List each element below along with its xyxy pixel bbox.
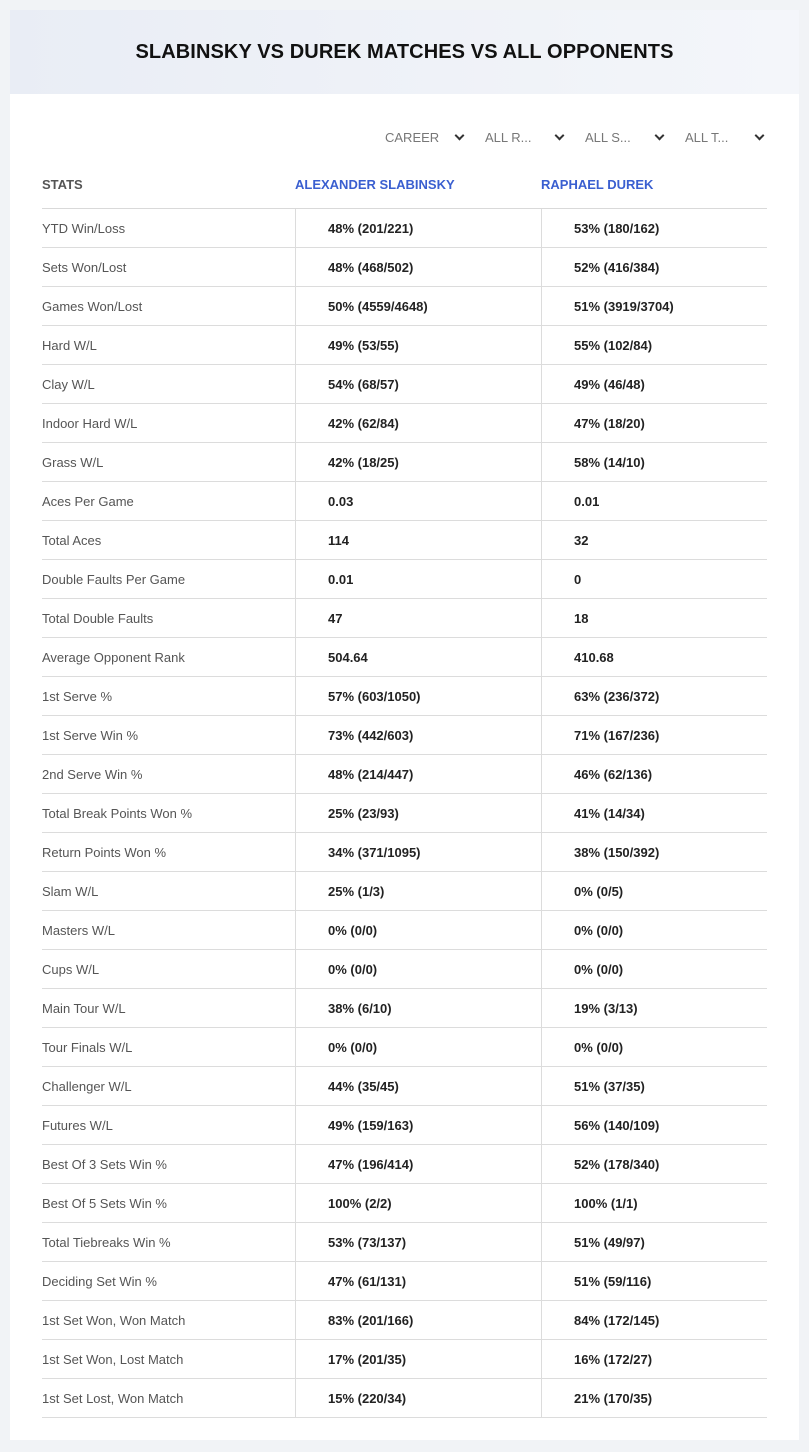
player1-value-cell: 83% (201/166) xyxy=(295,1301,541,1339)
stat-label-cell: Total Break Points Won % xyxy=(42,805,193,821)
table-row xyxy=(42,560,767,599)
player2-value-cell: 32 xyxy=(541,521,767,559)
player2-value-cell: 21% (170/35) xyxy=(541,1379,767,1417)
chevron-down-icon xyxy=(455,130,465,140)
player2-column-header[interactable]: RAPHAEL DUREK xyxy=(541,176,654,192)
player2-value-cell: 51% (3919/3704) xyxy=(541,287,767,325)
stat-label-cell: Best Of 5 Sets Win % xyxy=(42,1195,167,1211)
page-title: SLABINSKY VS DUREK MATCHES VS ALL OPPONENTS xyxy=(135,40,674,63)
table-row xyxy=(42,1262,767,1301)
table-row xyxy=(42,1106,767,1145)
stat-label-cell: Slam W/L xyxy=(42,883,99,899)
player1-value-cell: 47 xyxy=(295,599,541,637)
player2-value-cell: 52% (416/384) xyxy=(541,248,767,286)
table-row xyxy=(42,1301,767,1340)
tournament-dropdown-label: ALL T... xyxy=(685,129,729,145)
player2-value-cell: 71% (167/236) xyxy=(541,716,767,754)
player2-value-cell: 56% (140/109) xyxy=(541,1106,767,1144)
table-row xyxy=(42,677,767,716)
player2-value-cell: 16% (172/27) xyxy=(541,1340,767,1378)
table-row xyxy=(42,872,767,911)
table-row xyxy=(42,1223,767,1262)
player1-value-cell: 0% (0/0) xyxy=(295,1028,541,1066)
stat-label-cell: Average Opponent Rank xyxy=(42,649,185,665)
player1-value-cell: 44% (35/45) xyxy=(295,1067,541,1105)
chevron-down-icon xyxy=(555,130,565,140)
player1-value-cell: 48% (201/221) xyxy=(295,209,541,247)
table-row xyxy=(42,287,767,326)
player1-value-cell: 42% (18/25) xyxy=(295,443,541,481)
stat-label-cell: Total Tiebreaks Win % xyxy=(42,1234,171,1250)
player1-value-cell: 0% (0/0) xyxy=(295,950,541,988)
round-dropdown-label: ALL R... xyxy=(485,129,532,145)
stat-label-cell: Aces Per Game xyxy=(42,493,134,509)
player1-value-cell: 42% (62/84) xyxy=(295,404,541,442)
player2-value-cell: 410.68 xyxy=(541,638,767,676)
table-row xyxy=(42,794,767,833)
stat-label-cell: Games Won/Lost xyxy=(42,298,143,314)
stat-label-cell: 1st Serve % xyxy=(42,688,113,704)
stat-label-cell: Challenger W/L xyxy=(42,1078,132,1094)
player1-value-cell: 49% (53/55) xyxy=(295,326,541,364)
stat-label-cell: Masters W/L xyxy=(42,922,115,938)
card-header xyxy=(10,10,799,94)
stats-card xyxy=(10,10,799,1440)
table-row xyxy=(42,1379,767,1418)
stats-column-header: STATS xyxy=(42,176,83,192)
stat-label-cell: Double Faults Per Game xyxy=(42,571,186,587)
player1-value-cell: 49% (159/163) xyxy=(295,1106,541,1144)
stat-label-cell: Indoor Hard W/L xyxy=(42,415,138,431)
table-row xyxy=(42,911,767,950)
stats-table xyxy=(42,160,767,1418)
player2-value-cell: 46% (62/136) xyxy=(541,755,767,793)
table-row xyxy=(42,209,767,248)
period-dropdown[interactable] xyxy=(365,126,465,148)
player2-value-cell: 55% (102/84) xyxy=(541,326,767,364)
player1-value-cell: 73% (442/603) xyxy=(295,716,541,754)
player1-value-cell: 0% (0/0) xyxy=(295,911,541,949)
table-row xyxy=(42,1184,767,1223)
player2-value-cell: 0% (0/5) xyxy=(541,872,767,910)
player1-value-cell: 15% (220/34) xyxy=(295,1379,541,1417)
table-row xyxy=(42,950,767,989)
stat-label-cell: Total Double Faults xyxy=(42,610,154,626)
player1-value-cell: 48% (214/447) xyxy=(295,755,541,793)
surface-dropdown-label: ALL S... xyxy=(585,129,631,145)
table-row xyxy=(42,404,767,443)
player2-value-cell: 0% (0/0) xyxy=(541,1028,767,1066)
player1-value-cell: 47% (196/414) xyxy=(295,1145,541,1183)
player1-value-cell: 114 xyxy=(295,521,541,559)
stat-label-cell: Main Tour W/L xyxy=(42,1000,126,1016)
player1-value-cell: 17% (201/35) xyxy=(295,1340,541,1378)
player1-value-cell: 47% (61/131) xyxy=(295,1262,541,1300)
stat-label-cell: Deciding Set Win % xyxy=(42,1273,157,1289)
table-row xyxy=(42,248,767,287)
stat-label-cell: Best Of 3 Sets Win % xyxy=(42,1156,167,1172)
player2-value-cell: 51% (59/116) xyxy=(541,1262,767,1300)
player2-value-cell: 53% (180/162) xyxy=(541,209,767,247)
stat-label-cell: Total Aces xyxy=(42,532,102,548)
player1-value-cell: 34% (371/1095) xyxy=(295,833,541,871)
stat-label-cell: Hard W/L xyxy=(42,337,97,353)
player1-value-cell: 100% (2/2) xyxy=(295,1184,541,1222)
table-row xyxy=(42,599,767,638)
player1-value-cell: 0.01 xyxy=(295,560,541,598)
player2-value-cell: 49% (46/48) xyxy=(541,365,767,403)
player2-value-cell: 0% (0/0) xyxy=(541,911,767,949)
table-header xyxy=(42,160,767,209)
table-row xyxy=(42,1145,767,1184)
player1-value-cell: 25% (1/3) xyxy=(295,872,541,910)
player2-value-cell: 84% (172/145) xyxy=(541,1301,767,1339)
stat-label-cell: 1st Serve Win % xyxy=(42,727,139,743)
table-row xyxy=(42,482,767,521)
period-dropdown-label: CAREER xyxy=(385,129,440,145)
player1-value-cell: 38% (6/10) xyxy=(295,989,541,1027)
player2-value-cell: 51% (37/35) xyxy=(541,1067,767,1105)
player1-value-cell: 25% (23/93) xyxy=(295,794,541,832)
player1-column-header[interactable]: ALEXANDER SLABINSKY xyxy=(295,176,455,192)
table-row xyxy=(42,638,767,677)
player2-value-cell: 51% (49/97) xyxy=(541,1223,767,1261)
stat-label-cell: 1st Set Lost, Won Match xyxy=(42,1390,184,1406)
table-row xyxy=(42,833,767,872)
table-row xyxy=(42,443,767,482)
table-row xyxy=(42,716,767,755)
chevron-down-icon xyxy=(755,130,765,140)
stat-label-cell: Sets Won/Lost xyxy=(42,259,127,275)
stat-label-cell: 1st Set Won, Lost Match xyxy=(42,1351,184,1367)
stat-label-cell: Grass W/L xyxy=(42,454,104,470)
stat-label-cell: Cups W/L xyxy=(42,961,100,977)
table-row xyxy=(42,326,767,365)
stat-label-cell: Futures W/L xyxy=(42,1117,113,1133)
player2-value-cell: 18 xyxy=(541,599,767,637)
round-dropdown[interactable] xyxy=(465,126,565,148)
table-row xyxy=(42,1028,767,1067)
player1-value-cell: 48% (468/502) xyxy=(295,248,541,286)
table-row xyxy=(42,989,767,1028)
stat-label-cell: YTD Win/Loss xyxy=(42,220,126,236)
player2-value-cell: 63% (236/372) xyxy=(541,677,767,715)
table-row xyxy=(42,755,767,794)
table-row xyxy=(42,1067,767,1106)
player2-value-cell: 100% (1/1) xyxy=(541,1184,767,1222)
player2-value-cell: 0% (0/0) xyxy=(541,950,767,988)
player1-value-cell: 57% (603/1050) xyxy=(295,677,541,715)
player2-value-cell: 47% (18/20) xyxy=(541,404,767,442)
stat-label-cell: 2nd Serve Win % xyxy=(42,766,143,782)
player2-value-cell: 19% (3/13) xyxy=(541,989,767,1027)
table-row xyxy=(42,1340,767,1379)
player2-value-cell: 0 xyxy=(541,560,767,598)
stat-label-cell: Clay W/L xyxy=(42,376,95,392)
player1-value-cell: 0.03 xyxy=(295,482,541,520)
tournament-dropdown[interactable] xyxy=(665,126,765,148)
stat-label-cell: 1st Set Won, Won Match xyxy=(42,1312,186,1328)
player2-value-cell: 0.01 xyxy=(541,482,767,520)
stat-label-cell: Return Points Won % xyxy=(42,844,167,860)
player2-value-cell: 41% (14/34) xyxy=(541,794,767,832)
player2-value-cell: 58% (14/10) xyxy=(541,443,767,481)
player1-value-cell: 54% (68/57) xyxy=(295,365,541,403)
player1-value-cell: 504.64 xyxy=(295,638,541,676)
stat-label-cell: Tour Finals W/L xyxy=(42,1039,133,1055)
player1-value-cell: 53% (73/137) xyxy=(295,1223,541,1261)
player2-value-cell: 38% (150/392) xyxy=(541,833,767,871)
player1-value-cell: 50% (4559/4648) xyxy=(295,287,541,325)
table-row xyxy=(42,521,767,560)
chevron-down-icon xyxy=(655,130,665,140)
surface-dropdown[interactable] xyxy=(565,126,665,148)
table-body xyxy=(42,209,767,1418)
table-row xyxy=(42,365,767,404)
filter-bar xyxy=(365,126,765,148)
player2-value-cell: 52% (178/340) xyxy=(541,1145,767,1183)
